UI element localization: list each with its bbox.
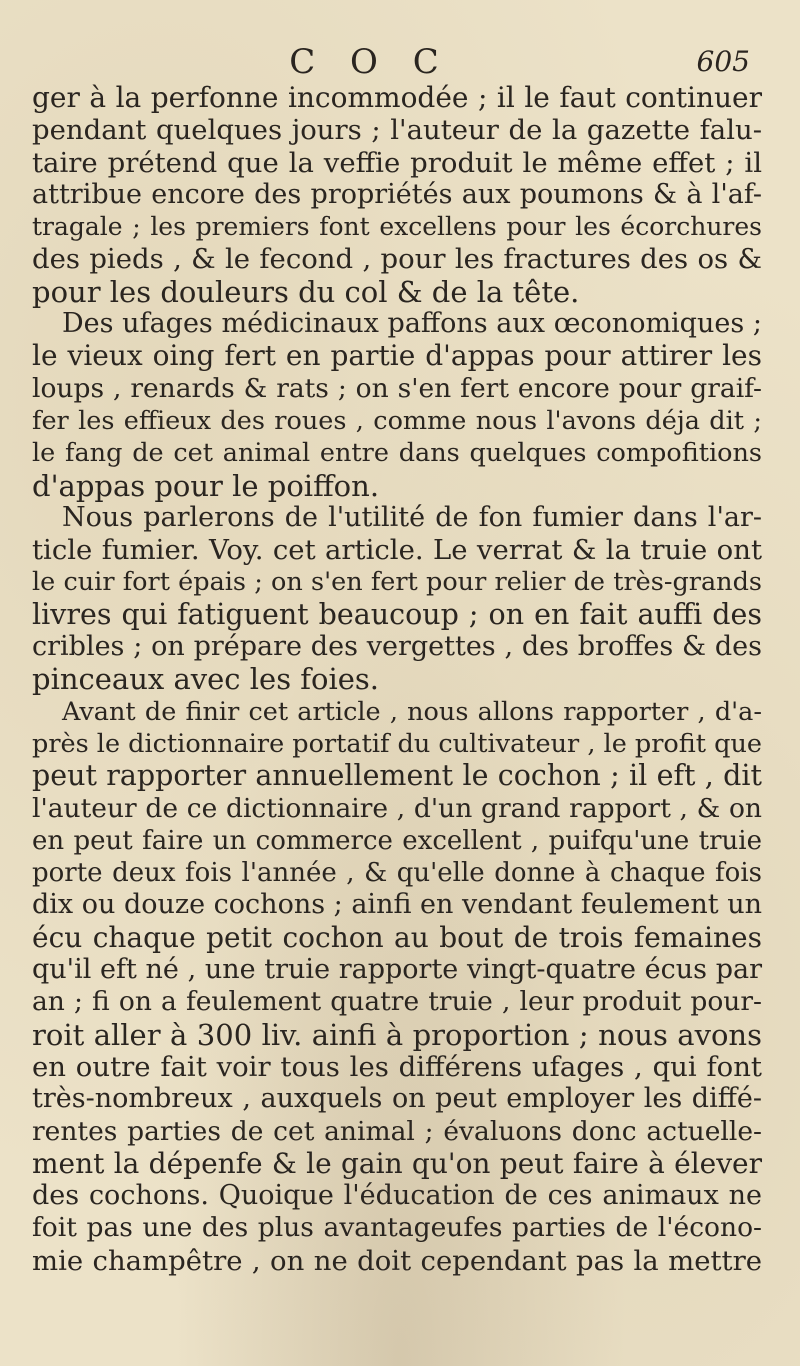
text-line: attribue encore des propriétés aux poumons & à l'af- [32,178,762,210]
text-line: peut rapporter annuellement le cochon ; il eft , dit [32,759,762,793]
text-line: Nous parlerons de l'utilité de fon fumier dans l'ar- [62,501,762,533]
text-line: des cochons. Quoique l'éducation de ces animaux ne [32,1180,762,1212]
text-line: d'appas pour le poiffon. [32,468,380,503]
page-number: 605 [696,45,750,78]
text-line: dix ou douze cochons ; ainfi en vendant feulement un [32,889,762,921]
text-line: pendant quelques jours ; l'auteur de la gazette falu- [32,114,762,147]
text-line: écu chaque petit cochon au bout de trois femaines [32,920,762,954]
body-text [32,82,762,1277]
text-line: Avant de finir cet article , nous allons rapporter , d'a- [62,696,762,727]
running-head [0,42,800,82]
page-header-title: C O C [289,42,451,82]
text-line: en peut faire un commerce excellent , puifqu'une truie [32,825,762,856]
text-line: rentes parties de cet animal ; évaluons donc actuelle- [32,1115,762,1147]
text-line: pinceaux avec les foies. [32,662,380,697]
text-line: taire prétend que la veffie produit le même effet ; il [32,146,762,179]
text-line: ger à la perfonne incommodée ; il le faut continuer [32,81,762,114]
text-line: très-nombreux , auxquels on peut employer les diffé- [32,1083,762,1115]
text-line: mie champêtre , on ne doit cependant pas la mettre [32,1244,762,1277]
text-line: cribles ; on prépare des vergettes , des broffes & des [32,631,762,663]
text-line: ticle fumier. Voy. cet article. Le verrat & la truie ont [32,534,762,567]
text-line: des pieds , & le fecond , pour les fractures des os & [32,243,762,276]
text-line: loups , renards & rats ; on s'en fert encore pour graif- [32,372,762,404]
text-line: fer les effieux des roues , comme nous l'avons déja dit ; [32,405,762,436]
text-line: an ; fi on a feulement quatre truie , leur produit pour- [32,986,762,1018]
text-line: livres qui fatiguent beaucoup ; on en fait auffi des [32,597,762,631]
text-line: le vieux oing fert en partie d'appas pour attirer les [32,339,762,373]
text-line: en outre fait voir tous les différens ufages , qui font [32,1050,762,1083]
text-line: foit pas une des plus avantageufes parties de l'écono- [32,1212,762,1244]
text-line: roit aller à 300 liv. ainfi à proportion ; nous avons [32,1017,762,1052]
text-line: qu'il eft né , une truie rapporte vingt-quatre écus par [32,954,762,986]
text-line: près le dictionnaire portatif du cultivateur , le profit que [32,728,762,759]
text-line: ment la dépenfe & le gain qu'on peut faire à élever [32,1146,762,1180]
text-line: tragale ; les premiers font excellens pour les écorchures [32,212,762,242]
text-line: le fang de cet animal entre dans quelques compofitions [32,438,762,469]
text-line: l'auteur de ce dictionnaire , d'un grand rapport , & on [32,792,762,824]
text-line: porte deux fois l'année , & qu'elle donne à chaque fois [32,858,762,889]
text-line: Des ufages médicinaux paffons aux œconomiques ; [62,308,762,340]
text-line: le cuir fort épais ; on s'en fert pour relier de très-grands [32,567,762,598]
text-line: pour les douleurs du col & de la tête. [32,274,580,309]
